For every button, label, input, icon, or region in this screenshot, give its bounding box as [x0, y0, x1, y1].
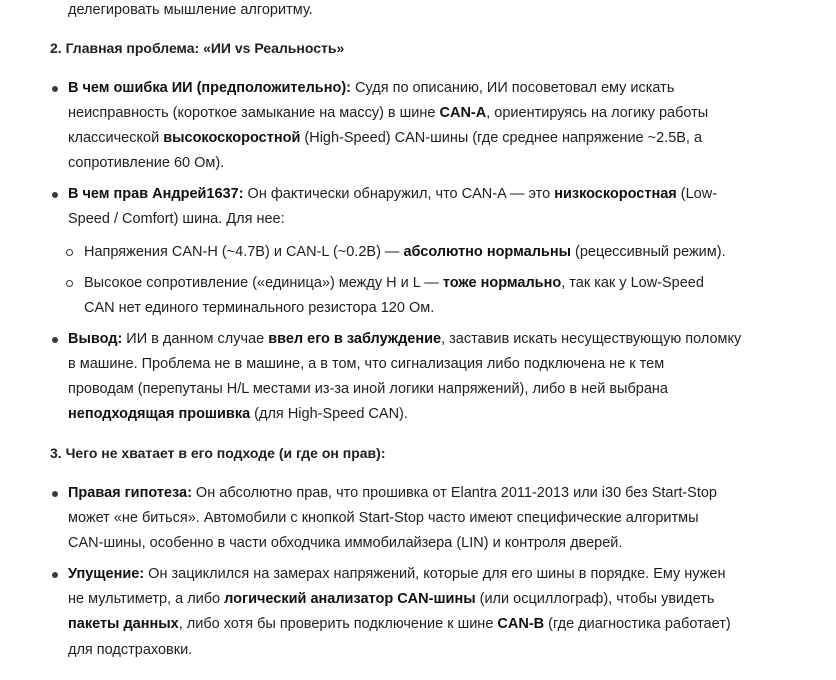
andrey-right-line-1: В чем прав Андрей1637: Он фактически обнаружил, что CAN-A — это низкоскоростная (Low-: [68, 186, 718, 202]
ai-error-line-4: сопротивление 60 Ом).: [68, 155, 225, 171]
ai-error-line-3: классической высокоскоростной (High-Speed) CAN-шины (где среднее напряжение ~2.5В, а: [68, 130, 703, 146]
paragraph-tail: делегировать мышление алгоритму.: [68, 2, 313, 18]
hypothesis-line-3: CAN-шины, особенно в части обходчика иммобилайзера (LIN) и контроля дверей.: [68, 535, 623, 551]
sub-item-voltages: Напряжения CAN-H (~4.7В) и CAN-L (~0.2В) — абсолютно нормальны (рецессивный режим).: [84, 244, 726, 260]
sub-bullet-marker: [66, 249, 73, 256]
sub-bullet-marker: [66, 280, 73, 287]
bullet-marker: [52, 572, 58, 578]
omission-line-1: Упущение: Он зациклился на замерах напряжений, которые для его шины в порядке. Ему нужен: [68, 566, 726, 582]
omission-line-3: пакеты данных, либо хотя бы проверить подключение к шине CAN-B (где диагностика работает): [68, 616, 731, 632]
section-2-heading: 2. Главная проблема: «ИИ vs Реальность»: [50, 40, 345, 56]
conclusion-line-4: неподходящая прошивка (для High-Speed CAN).: [68, 406, 408, 422]
ai-error-line-1: В чем ошибка ИИ (предположительно): Судя по описанию, ИИ посоветовал ему искать: [68, 80, 675, 96]
omission-line-2: не мультиметр, а либо логический анализатор CAN-шины (или осциллограф), чтобы увидеть: [68, 591, 715, 607]
bullet-marker: [52, 337, 58, 343]
bullet-marker: [52, 491, 58, 497]
conclusion-line-1: Вывод: ИИ в данном случае ввел его в заблуждение, заставив искать несуществующую поломку: [68, 331, 742, 347]
ai-error-line-2: неисправность (короткое замыкание на массу) в шине CAN-A, ориентируясь на логику работы: [68, 105, 709, 121]
omission-line-4: для подстраховки.: [68, 642, 193, 658]
bullet-marker: [52, 86, 58, 92]
andrey-right-line-2: Speed / Comfort) шина. Для нее:: [68, 211, 285, 227]
section-3-heading: 3. Чего не хватает в его подходе (и где он прав):: [50, 445, 386, 461]
conclusion-line-3: проводам (перепутаны H/L местами из-за иной логики напряжений), либо в ней выбрана: [68, 381, 668, 397]
hypothesis-line-2: может «не биться». Автомобили с кнопкой Start-Stop часто имеют специфические алгоритмы: [68, 510, 699, 526]
hypothesis-line-1: Правая гипотеза: Он абсолютно прав, что прошивка от Elantra 2011-2013 или i30 без Start-Stop: [68, 485, 718, 501]
conclusion-line-2: в машине. Проблема не в машине, а в том, что сигнализация либо подключена не к тем: [68, 356, 665, 372]
bullet-marker: [52, 192, 58, 198]
sub-item-resistance-2: CAN нет единого терминального резистора 120 Ом.: [84, 300, 435, 316]
sub-item-resistance-1: Высокое сопротивление («единица») между H и L — тоже нормально, так как у Low-Speed: [84, 275, 704, 291]
